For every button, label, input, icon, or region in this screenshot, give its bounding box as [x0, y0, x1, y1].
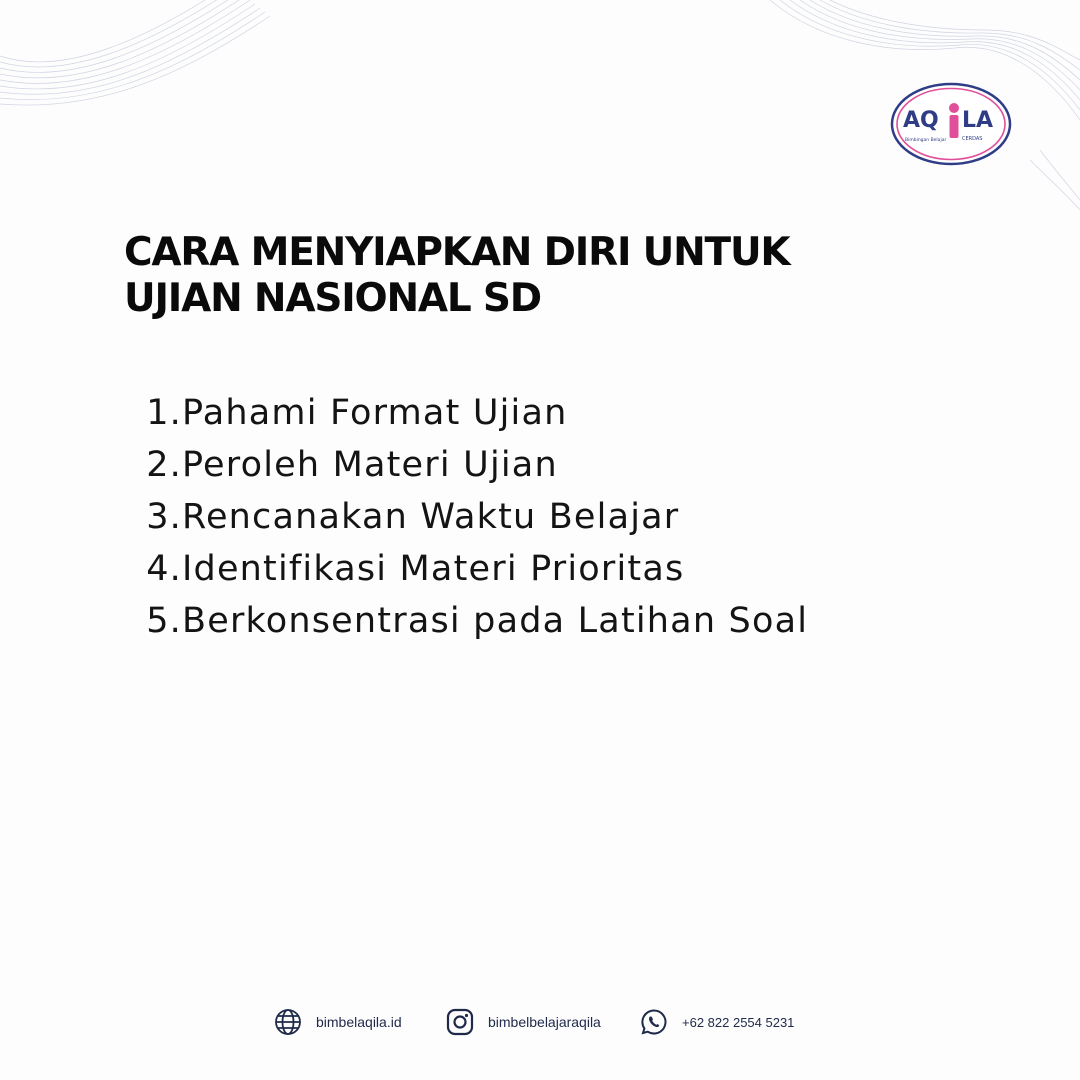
svg-text:CERDAS: CERDAS — [962, 136, 983, 142]
instagram-text: bimbelbelajaraqila — [488, 1014, 601, 1030]
step-text: Pahami Format Ujian — [182, 393, 568, 433]
contact-footer — [0, 1006, 1080, 1038]
list-item — [140, 491, 808, 543]
page-title — [124, 230, 789, 322]
preparation-steps-list — [140, 387, 808, 647]
list-item — [140, 595, 808, 647]
aqila-logo — [889, 81, 1013, 167]
website-link[interactable] — [274, 1006, 402, 1038]
whatsapp-icon — [640, 1008, 668, 1036]
list-item — [140, 439, 808, 491]
instagram-link[interactable] — [446, 1006, 601, 1038]
title-line-2: UJIAN NASIONAL SD — [124, 276, 541, 321]
svg-text:LA: LA — [962, 108, 994, 133]
website-text: bimbelaqila.id — [316, 1014, 402, 1030]
step-number: 5. — [146, 601, 182, 641]
list-item — [140, 543, 808, 595]
step-text: Berkonsentrasi pada Latihan Soal — [182, 601, 809, 641]
step-number: 3. — [146, 497, 182, 537]
svg-text:AQ: AQ — [903, 108, 939, 133]
whatsapp-link[interactable] — [640, 1006, 794, 1038]
globe-icon — [274, 1008, 302, 1036]
list-item — [140, 387, 808, 439]
step-text: Peroleh Materi Ujian — [182, 445, 558, 485]
svg-text:Bimbingan Belajar: Bimbingan Belajar — [905, 138, 947, 143]
step-number: 4. — [146, 549, 182, 589]
step-text: Rencanakan Waktu Belajar — [182, 497, 680, 537]
title-line-1: CARA MENYIAPKAN DIRI UNTUK — [124, 230, 790, 275]
instagram-icon — [446, 1008, 474, 1036]
whatsapp-text: +62 822 2554 5231 — [682, 1014, 795, 1030]
step-text: Identifikasi Materi Prioritas — [182, 549, 685, 589]
step-number: 1. — [146, 393, 182, 433]
step-number: 2. — [146, 445, 182, 485]
